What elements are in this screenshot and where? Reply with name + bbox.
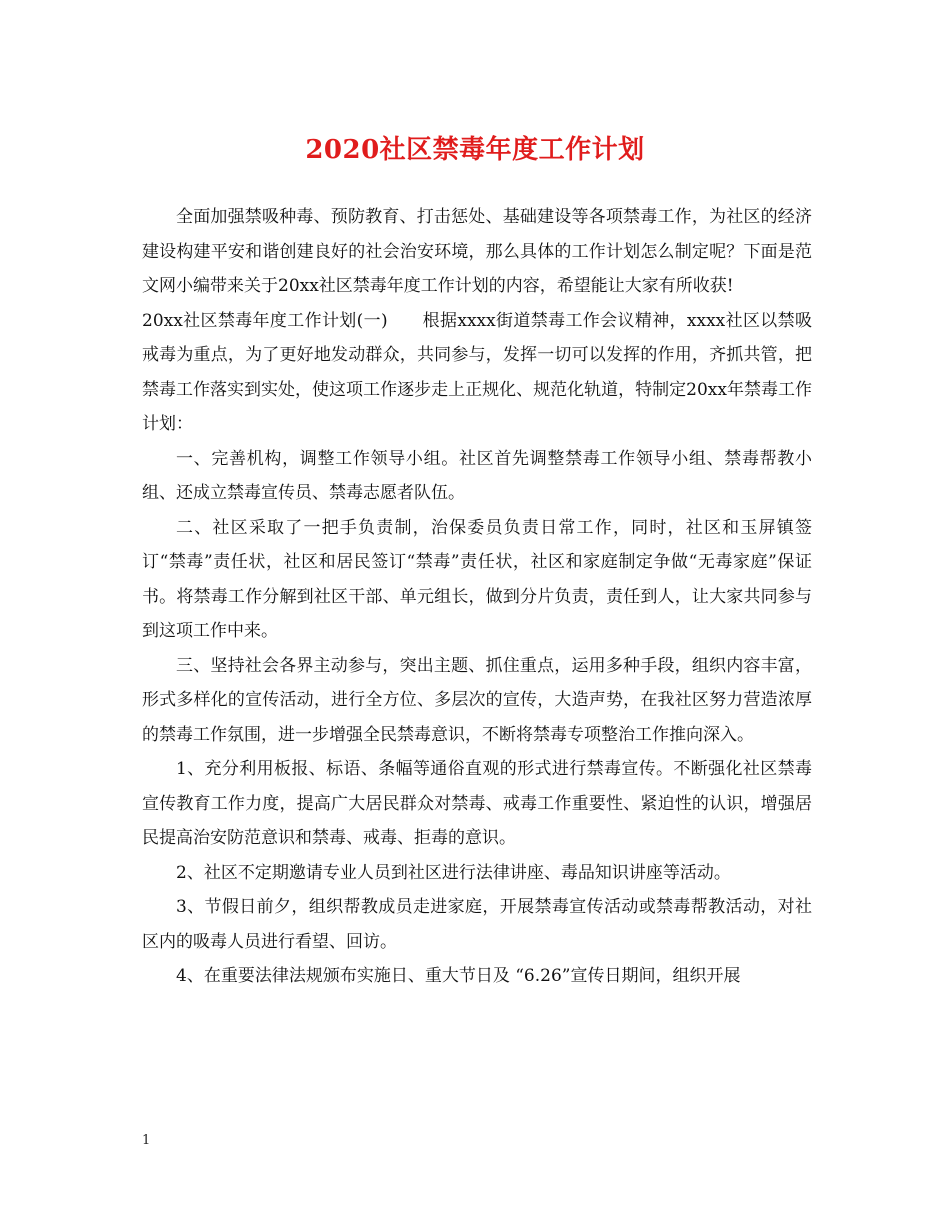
paragraph-item-4: 4、在重要法律法规颁布实施日、重大节日及 “6.26”宣传日期间，组织开展: [176, 966, 741, 986]
document-title: 2020社区禁毒年度工作计划: [305, 135, 645, 165]
document-body: [142, 200, 812, 994]
paragraph-section-3: 三、坚持社会各界主动参与，突出主题、抓住重点，运用多种手段，组织内容丰富，形式多样化的宣传活动，进行全方位、多层次的宣传，大造声势，在我社区努力营造浓厚的禁毒工作氛围，进一步增强全民禁毒意识，不断将禁毒专项整治工作推向深入。: [142, 655, 812, 745]
page-number: 1: [142, 1133, 151, 1148]
paragraph-plan-one: 20xx社区禁毒年度工作计划(一) 根据xxxx街道禁毒工作会议精神，xxxx社区以禁吸戒毒为重点，为了更好地发动群众，共同参与，发挥一切可以发挥的作用，齐抓共管，把禁毒工作落实到实处，使这项工作逐步走上正规化、规范化轨道，特制定20xx年禁毒工作计划：: [142, 310, 812, 434]
paragraph-item-1: 1、充分利用板报、标语、条幅等通俗直观的形式进行禁毒宣传。不断强化社区禁毒宣传教育工作力度，提高广大居民群众对禁毒、戒毒工作重要性、紧迫性的认识，增强居民提高治安防范意识和禁毒、戒毒、拒毒的意识。: [142, 759, 812, 848]
paragraph-item-2: 2、社区不定期邀请专业人员到社区进行法律讲座、毒品知识讲座等活动。: [176, 862, 731, 883]
paragraph-item-3: 3、节假日前夕，组织帮教成员走进家庭，开展禁毒宣传活动或禁毒帮教活动，对社区内的吸毒人员进行看望、回访。: [142, 897, 812, 952]
paragraph-section-1: 一、完善机构，调整工作领导小组。社区首先调整禁毒工作领导小组、禁毒帮教小组、还成立禁毒宣传员、禁毒志愿者队伍。: [142, 448, 812, 503]
paragraph-section-2: 二、社区采取了一把手负责制，治保委员负责日常工作，同时，社区和玉屏镇签订“禁毒”责任状，社区和居民签订“禁毒”责任状，社区和家庭制定争做“无毒家庭”保证书。将禁毒工作分解到社区干部、单元组长，做到分片负责，责任到人，让大家共同参与到这项工作中来。: [142, 517, 812, 641]
paragraph-intro: 全面加强禁吸种毒、预防教育、打击惩处、基础建设等各项禁毒工作，为社区的经济建设构建平安和谐创建良好的社会治安环境，那么具体的工作计划怎么制定呢？下面是范文网小编带来关于20xx社区禁毒年度工作计划的内容，希望能让大家有所收获!: [142, 207, 812, 296]
